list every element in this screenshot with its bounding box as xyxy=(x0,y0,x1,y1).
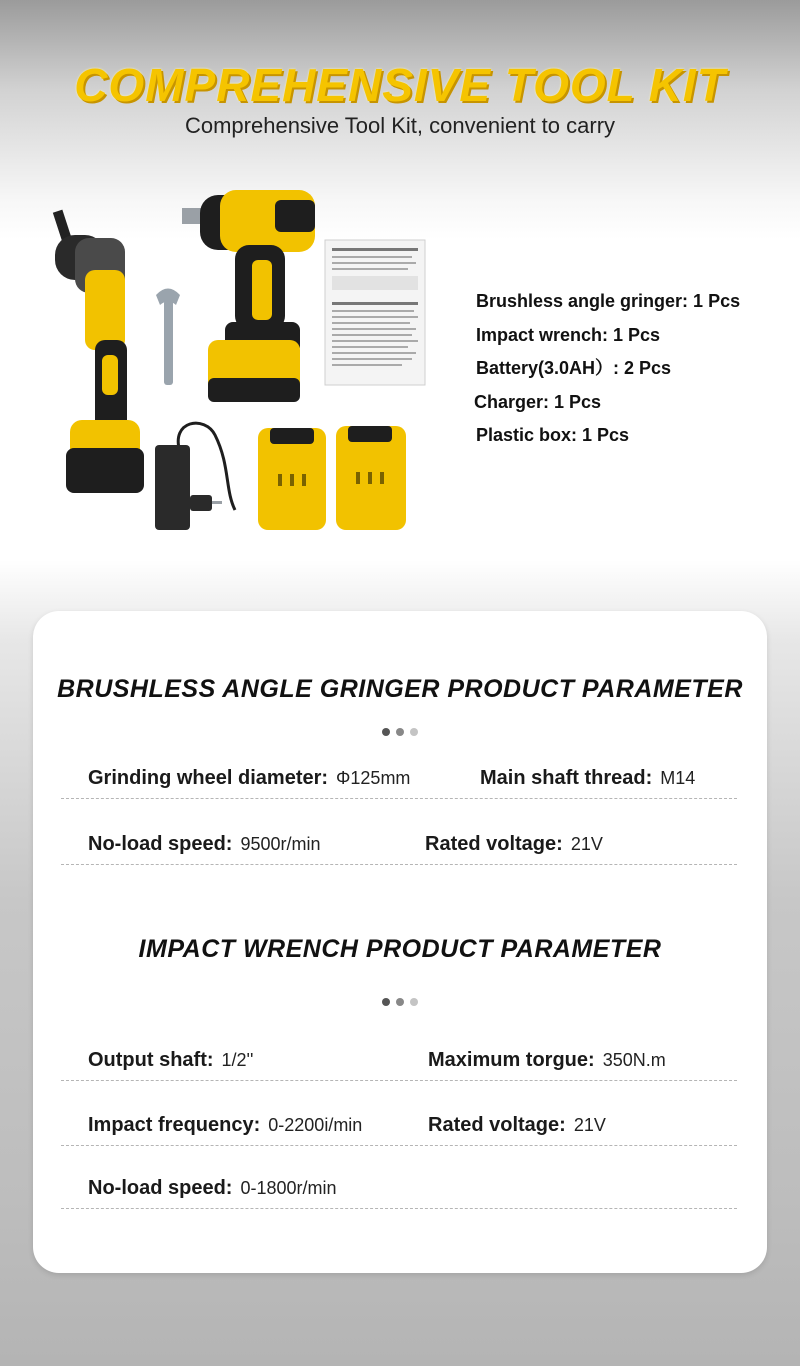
manual-image xyxy=(325,240,425,385)
kit-item-charger: Charger: 1 Pcs xyxy=(474,391,602,412)
parameters-card xyxy=(33,611,767,1273)
section-divider-dots xyxy=(33,723,767,733)
param-row xyxy=(61,1105,737,1146)
kit-item-impact-wrench: Impact wrench: 1 Pcs xyxy=(476,324,661,345)
param-label: No-load speed: xyxy=(88,1177,233,1199)
angle-grinder-params-title: BRUSHLESS ANGLE GRINGER PRODUCT PARAMETER xyxy=(57,675,743,703)
param-value: M14 xyxy=(660,768,696,788)
param-value: 21V xyxy=(573,1115,606,1135)
divider-dot xyxy=(382,728,390,736)
battery-image-1 xyxy=(258,428,326,530)
impact-wrench-image xyxy=(182,190,315,402)
param-no-load-speed xyxy=(88,1168,337,1208)
divider-dot xyxy=(410,998,418,1006)
kit-item-battery: Battery(3.0AH）: 2 Pcs xyxy=(476,358,672,378)
param-maximum-torque xyxy=(428,1040,666,1080)
param-rated-voltage xyxy=(425,824,603,864)
param-label: Grinding wheel diameter: xyxy=(88,767,329,789)
param-label: Rated voltage: xyxy=(425,833,563,855)
divider-dot xyxy=(410,728,418,736)
param-value: 350N.m xyxy=(602,1050,666,1070)
param-label: No-load speed: xyxy=(88,833,233,855)
impact-wrench-params-title: IMPACT WRENCH PRODUCT PARAMETER xyxy=(138,935,662,963)
param-label: Main shaft thread: xyxy=(480,767,653,789)
tool-kit-product-image xyxy=(40,190,440,550)
page-title: COMPREHENSIVE TOOL KIT xyxy=(74,59,726,111)
param-row xyxy=(61,824,737,865)
param-label: Rated voltage: xyxy=(428,1114,566,1136)
divider-dot xyxy=(396,998,404,1006)
param-row xyxy=(61,758,737,799)
param-row xyxy=(61,1168,737,1209)
section-divider-dots xyxy=(33,993,767,1003)
divider-dot xyxy=(396,728,404,736)
param-value: 21V xyxy=(570,834,603,854)
kit-item-plastic-box: Plastic box: 1 Pcs xyxy=(476,425,630,445)
kit-item-angle-grinder: Brushless angle gringer: 1 Pcs xyxy=(476,291,741,311)
param-grinding-wheel-diameter xyxy=(88,758,410,798)
angle-grinder-image xyxy=(53,210,144,493)
param-value: Φ125mm xyxy=(336,768,411,788)
charger-image xyxy=(155,423,235,530)
param-value: 1/2'' xyxy=(221,1050,254,1070)
param-rated-voltage xyxy=(428,1105,606,1145)
spanner-image xyxy=(156,289,180,386)
param-impact-frequency xyxy=(88,1105,362,1145)
param-value: 9500r/min xyxy=(240,834,321,854)
param-label: Maximum torgue: xyxy=(428,1049,595,1071)
param-label: Impact frequency: xyxy=(88,1114,261,1136)
param-value: 0-2200i/min xyxy=(268,1115,363,1135)
param-value: 0-1800r/min xyxy=(240,1178,337,1198)
param-output-shaft xyxy=(88,1040,253,1080)
battery-image-2 xyxy=(336,426,406,530)
page-subtitle: Comprehensive Tool Kit, convenient to carry xyxy=(184,113,616,138)
kit-contents-list xyxy=(476,285,796,453)
param-row xyxy=(61,1040,737,1081)
param-main-shaft-thread xyxy=(480,758,695,798)
param-no-load-speed xyxy=(88,824,321,864)
divider-dot xyxy=(382,998,390,1006)
param-label: Output shaft: xyxy=(88,1049,214,1071)
